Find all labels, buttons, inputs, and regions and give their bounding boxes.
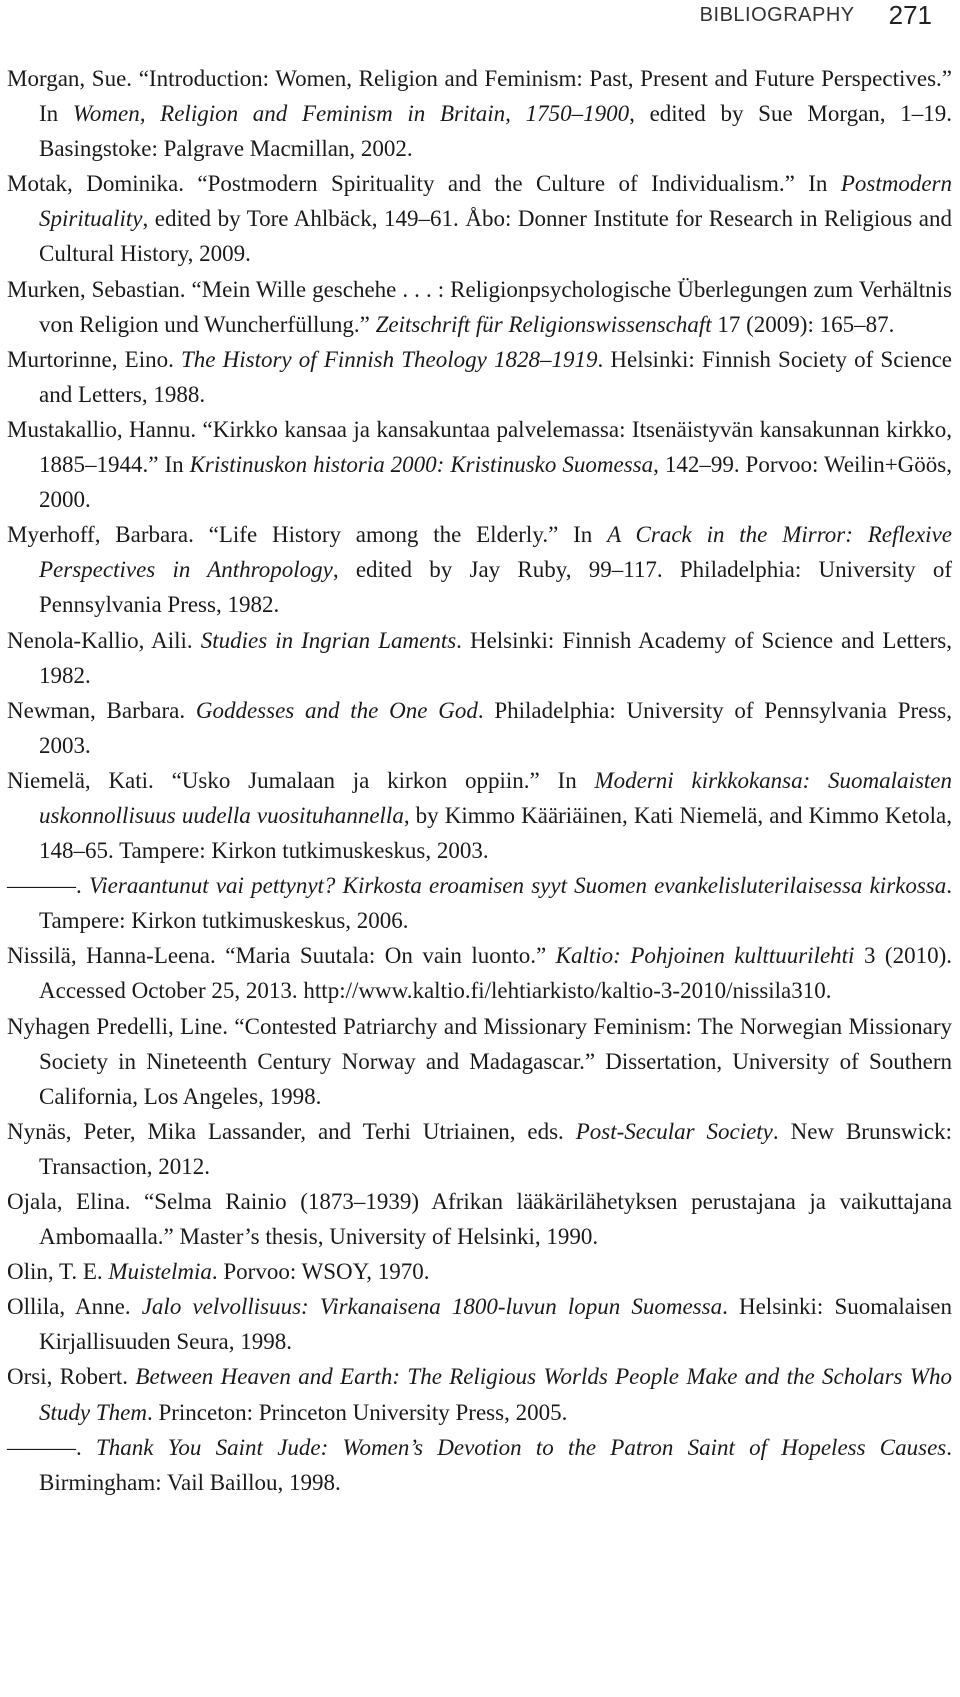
entry-text: . Princeton: Princeton University Press, 2005. (146, 1399, 568, 1425)
bibliography-entry (7, 1359, 952, 1429)
bibliography-entry (7, 623, 952, 693)
entry-text: Nynäs, Peter, Mika Lassander, and Terhi Utriainen, eds. (7, 1118, 576, 1144)
bibliography-entry (7, 517, 952, 622)
italic-title: Postmodern Spirituality (39, 171, 952, 232)
italic-title: Moderni kirkkokansa: Suomalaisten uskonnollisuus uudella vuosituhannella (39, 767, 952, 828)
entry-text: . Porvoo: WSOY, 1970. (211, 1259, 430, 1285)
bibliography-entry (7, 1009, 952, 1114)
entry-text: Morgan, Sue. “Introduction: Women, Religion and Feminism: Past, Present and Future Perspectives.” In (7, 66, 952, 127)
bibliography-entry (7, 763, 952, 868)
entry-text: Olin, T. E. (7, 1259, 109, 1285)
italic-title: Between Heaven and Earth: The Religious Worlds People Make and the Scholars Who Study Them (39, 1364, 952, 1425)
running-head (700, 0, 932, 30)
entry-text: , edited by Jay Ruby, 99–117. Philadelphia: University of Pennsylvania Press, 1982. (39, 557, 952, 618)
bibliography-entry (7, 1254, 952, 1289)
bibliography-entry (7, 61, 952, 166)
entry-text: . Philadelphia: University of Pennsylvania Press, 2003. (39, 697, 953, 758)
entry-text: . New Brunswick: Transaction, 2012. (39, 1118, 952, 1179)
bibliography-entry (7, 938, 952, 1008)
italic-title: The History of Finnish Theology 1828–1919 (181, 346, 598, 372)
entry-text: Murken, Sebastian. “Mein Wille geschehe . . . : Religionpsychologische Überlegungen zum Verhältnis von Religion und Wuncherfüllung.” (7, 276, 952, 337)
entry-text: Orsi, Robert. (7, 1364, 136, 1390)
italic-title: Studies in Ingrian Laments (200, 627, 457, 653)
entry-text: Nyhagen Predelli, Line. “Contested Patriarchy and Missionary Feminism: The Norwegian Missionary Society in Nineteenth Century Norway and Madagascar.” Dissertation, University of Southern California, Los Angeles, 1998. (7, 1013, 952, 1109)
entry-text: Ollila, Anne. (7, 1294, 142, 1320)
italic-title: Post-Secular Society (575, 1118, 773, 1144)
bibliography-entry (7, 1289, 952, 1359)
entry-text: Ojala, Elina. “Selma Rainio (1873–1939) Afrikan lääkärilähetyksen perustajana ja vaikuttajana Ambomaalla.” Master’s thesis, University of Helsinki, 1990. (7, 1189, 952, 1250)
entry-text: Mustakallio, Hannu. “Kirkko kansaa ja kansakuntaa palvelemassa: Itsenäistyvän kansakunnan kirkko, 1885–1944.” In (7, 416, 952, 478)
entry-text: . Tampere: Kirkon tutkimuskeskus, 2006. (39, 873, 953, 934)
italic-title: Thank You Saint Jude: Women’s Devotion to the Patron Saint of Hopeless Causes (96, 1434, 947, 1460)
italic-title: Zeitschrift für Religionswissenschaft (375, 311, 712, 337)
entry-text: . Helsinki: Suomalaisen Kirjallisuuden Seura, 1998. (39, 1294, 952, 1355)
bibliography-entry (7, 693, 952, 763)
section-title: BIBLIOGRAPHY (699, 3, 855, 26)
bibliography-entry (7, 272, 952, 342)
italic-title: A Crack in the Mirror: Reflexive Perspectives in Anthropology (39, 522, 952, 583)
entry-text: ———. (7, 873, 89, 899)
italic-title: Kaltio: Pohjoinen kulttuurilehti (555, 943, 855, 969)
italic-title: Muistelmia (108, 1259, 212, 1285)
italic-title: Women, Religion and Feminism in Britain, 1750–1900 (72, 101, 630, 127)
entry-text: ———. (7, 1434, 96, 1460)
entry-text: , edited by Tore Ahlbäck, 149–61. Åbo: Donner Institute for Research in Religious and Cultural History, 2009. (39, 206, 952, 267)
entry-text: Niemelä, Kati. “Usko Jumalaan ja kirkon oppiin.” In (7, 767, 595, 793)
italic-title: Goddesses and the One God (195, 697, 478, 723)
entry-text: Nissilä, Hanna-Leena. “Maria Suutala: On vain luonto.” (7, 943, 556, 969)
bibliography-entry (7, 1430, 952, 1500)
italic-title: Kristinuskon historia 2000: Kristinusko Suomessa (189, 452, 654, 478)
entry-text: Newman, Barbara. (7, 697, 196, 723)
bibliography-entry (7, 342, 952, 412)
bibliography-entry (7, 166, 952, 271)
bibliography-entry (7, 868, 952, 938)
italic-title: Vieraantunut vai pettynyt? Kirkosta eroamisen syyt Suomen evankelisluterilaisessa kirkossa (88, 873, 947, 899)
page-number: 271 (888, 0, 932, 30)
entry-text: . Helsinki: Finnish Society of Science and Letters, 1988. (39, 346, 952, 407)
entry-text: 17 (2009): 165–87. (711, 311, 895, 337)
italic-title: Jalo velvollisuus: Virkanaisena 1800-luvun lopun Suomessa (141, 1294, 723, 1320)
entry-text: Motak, Dominika. “Postmodern Spirituality and the Culture of Individualism.” In (7, 171, 841, 197)
entry-text: Myerhoff, Barbara. “Life History among the Elderly.” In (7, 522, 608, 548)
bibliography-list (7, 61, 952, 1500)
entry-text: . Birmingham: Vail Baillou, 1998. (39, 1434, 952, 1495)
entry-text: Nenola-Kallio, Aili. (7, 627, 201, 653)
entry-text: Murtorinne, Eino. (7, 346, 181, 372)
entry-text: 3 (2010). Accessed October 25, 2013. http://www.kaltio.fi/lehtiarkisto/kaltio-3-2010/nissila310. (39, 943, 953, 1004)
entry-text: , by Kimmo Kääriäinen, Kati Niemelä, and Kimmo Ketola, 148–65. Tampere: Kirkon tutkimuskeskus, 2003. (39, 802, 952, 864)
entry-text: , edited by Sue Morgan, 1–19. Basingstoke: Palgrave Macmillan, 2002. (39, 101, 952, 162)
bibliography-entry (7, 1184, 952, 1254)
bibliography-entry (7, 1114, 952, 1184)
entry-text: . Helsinki: Finnish Academy of Science and Letters, 1982. (39, 627, 953, 688)
bibliography-entry (7, 412, 952, 517)
entry-text: , 142–99. Porvoo: Weilin+Göös, 2000. (39, 452, 952, 513)
